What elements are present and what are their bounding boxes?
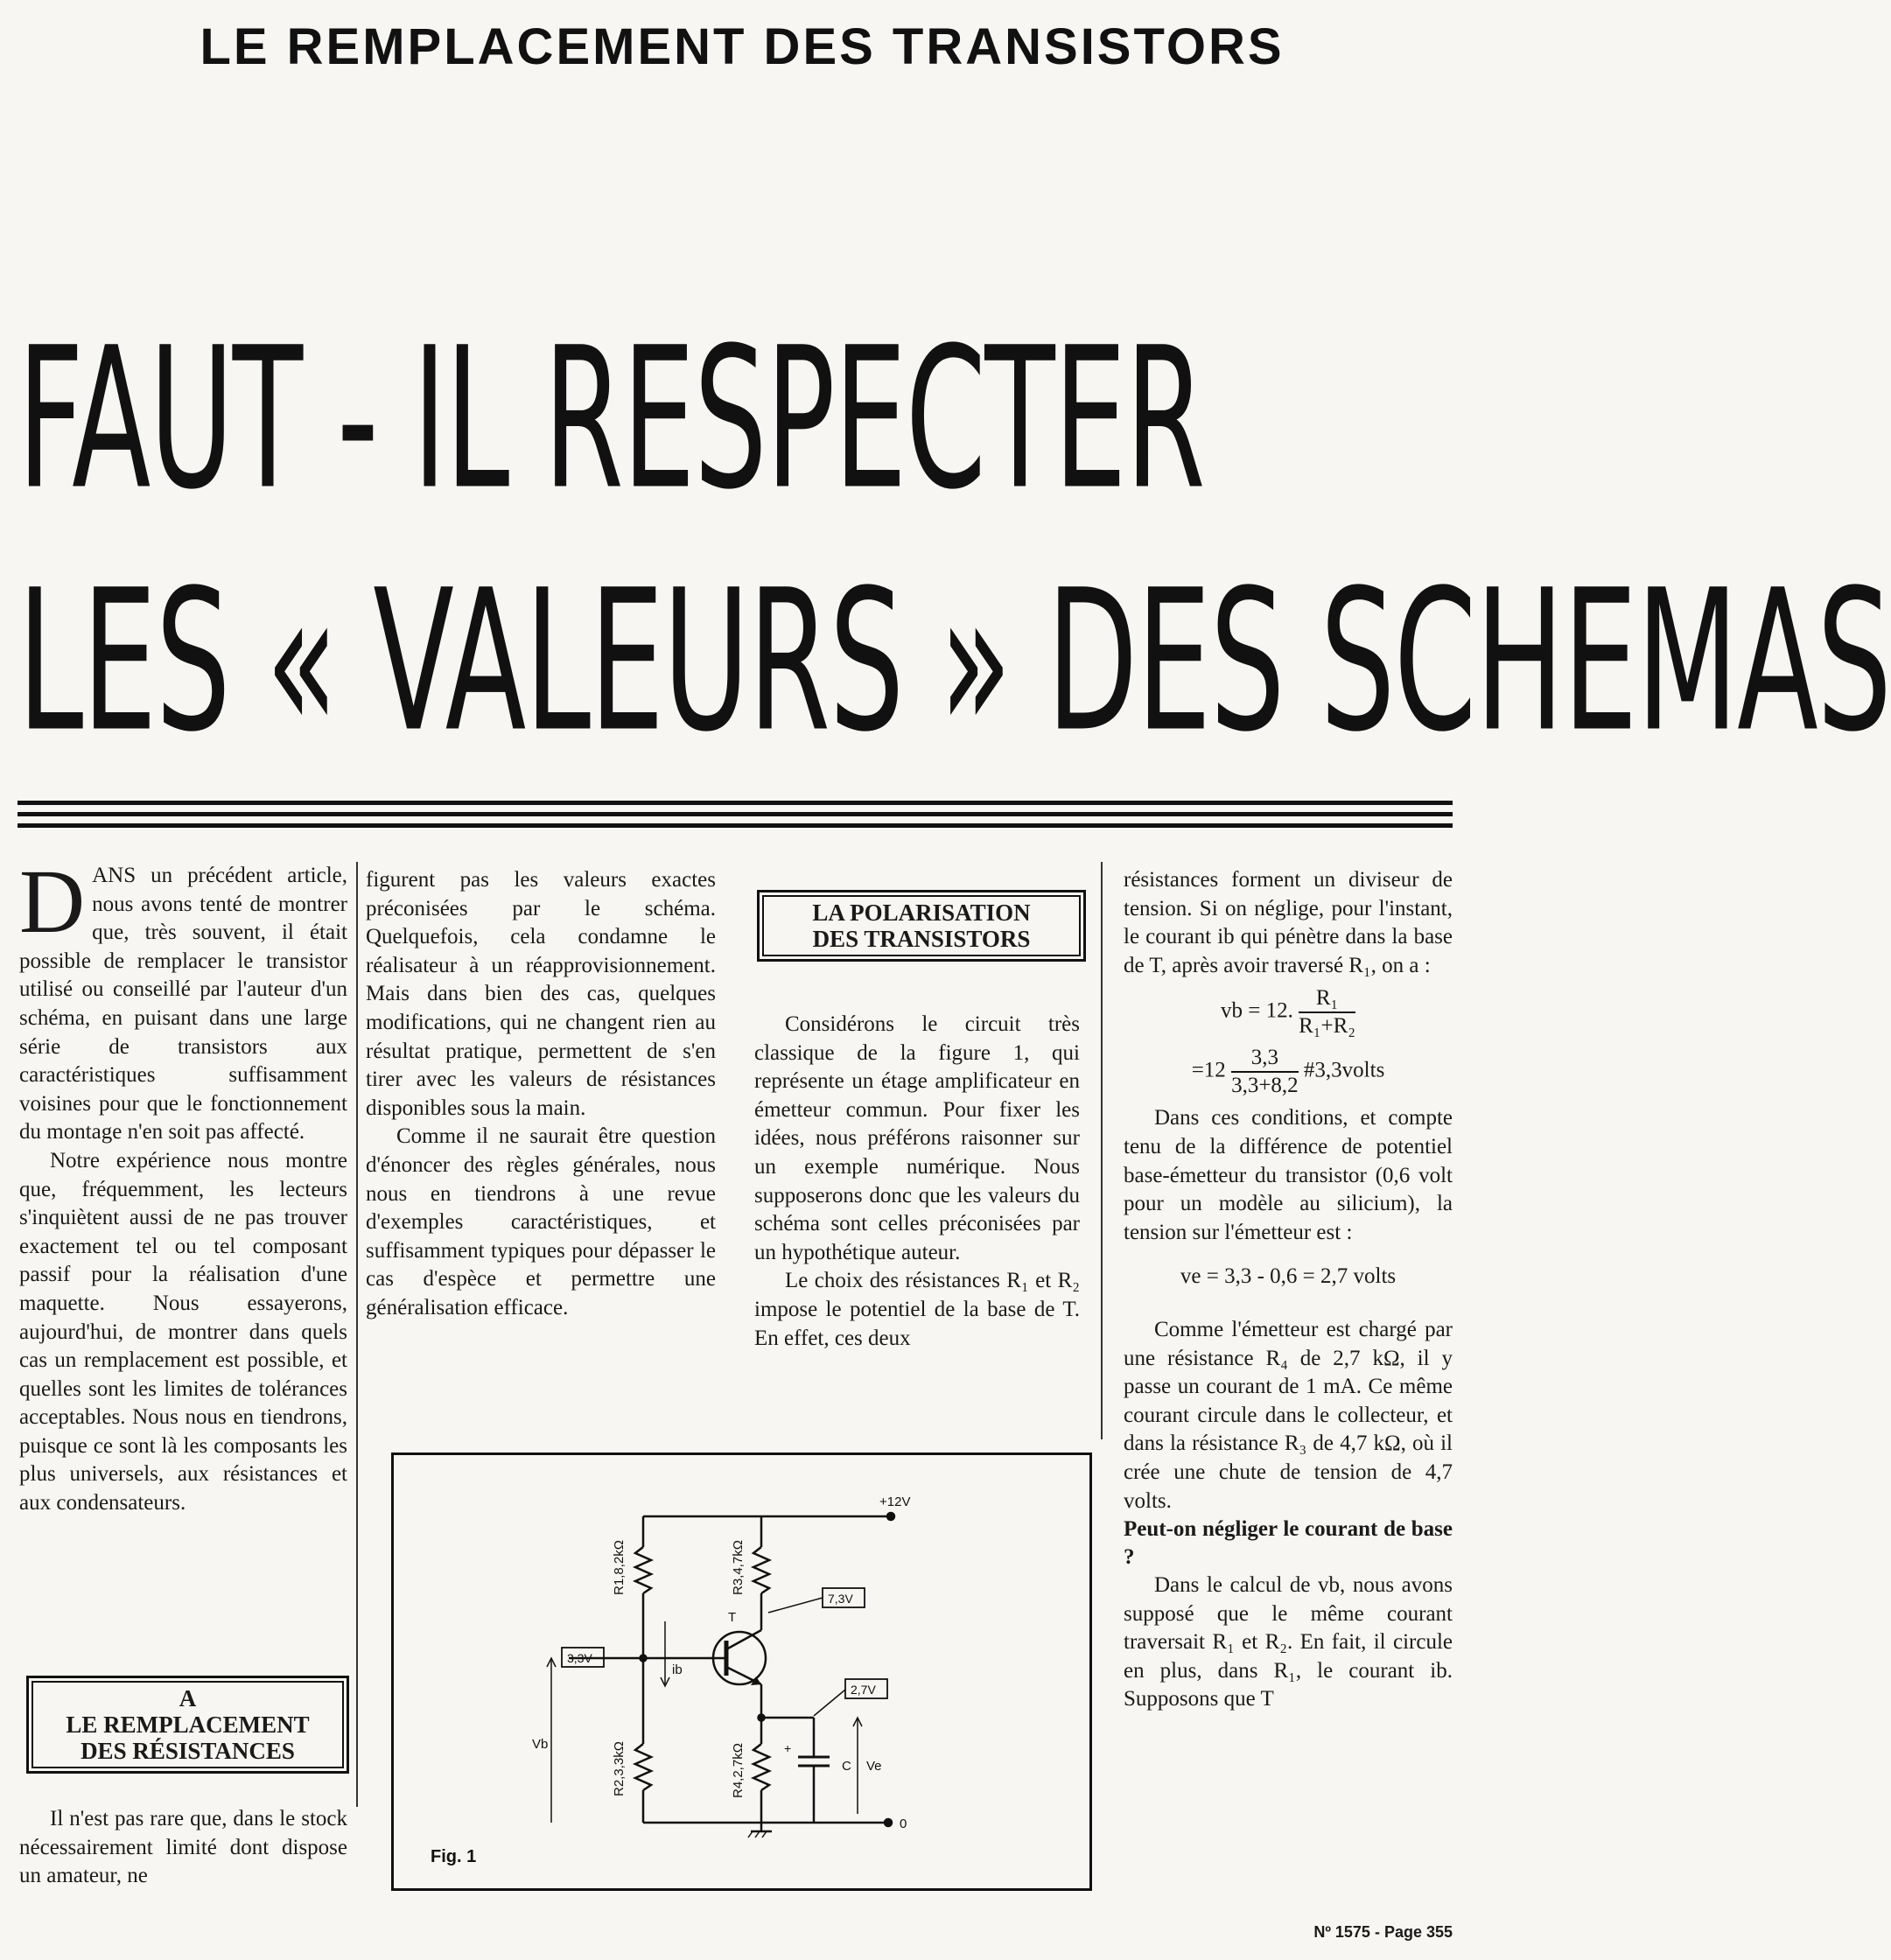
ground-label: 0: [900, 1816, 907, 1831]
vc-value: 7,3V: [828, 1592, 853, 1606]
numerator: R₁: [1299, 985, 1355, 1013]
equation-lhs: =12: [1191, 1059, 1226, 1083]
circuit-figure: [391, 1452, 1092, 1891]
denominator: R₁+R₂: [1299, 1014, 1355, 1039]
section-heading-line2: DES TRANSISTORS: [812, 926, 1031, 952]
paragraph: Le choix des résistances R₁ et R₂ impose le potentiel de la base de T. En effet, ces deux: [754, 1269, 1080, 1350]
supply-terminal: [887, 1513, 894, 1520]
paragraph: Comme l'émetteur est chargé par une résistance R₄ de 2,7 kΩ, il y passe un courant de 1 mA. Ce même courant circule dans le collecteur, et dans la résistance R₃ de 4,7 kΩ, où il crée une chute de tension de 4,7 volts.: [1124, 1317, 1453, 1513]
column-4: [1124, 866, 1453, 1714]
fraction: [1231, 1045, 1299, 1099]
r3-label: R3,4,7kΩ: [731, 1540, 746, 1595]
paragraph: Comme il ne saurait être question d'énoncer des règles générales, nous nous en tiendrons à une revue d'exemples caractéristiques, et suffisamment typiques pour dépasser le cas d'espèce et permettre une généralisation efficace.: [366, 1124, 716, 1320]
vb-label: Vb: [532, 1737, 549, 1752]
section-kicker: LE REMPLACEMENT DES TRANSISTORS: [200, 18, 1285, 75]
svg-text:+: +: [784, 1741, 792, 1755]
capacitor-label: C: [842, 1759, 851, 1774]
vb-value: 3,3V: [567, 1651, 592, 1665]
fraction: [1299, 985, 1355, 1040]
paragraph: Notre expérience nous montre que, fréquemment, les lecteurs s'inquiètent aussi de ne pas trouver exactement tel ou tel composant passif pour la réalisation d'une maquette. Nous essayerons, aujourd'hui, de montrer dans quels cas un remplacement est possible, et quelles sont les limites de tolérances acceptables. Nous nous en tiendrons, puisque ce sont là les composants les plus universels, aux résistances et aux condensateurs.: [19, 1148, 347, 1516]
article-title-line2: LES « VALEURS » DES SCHEMAS: [18, 548, 1891, 774]
subheading: Peut-on négliger le courant de base ?: [1124, 1517, 1453, 1570]
paragraph: Dans ces conditions, et compte tenu de la différence de potentiel base-émetteur du transistor (0,6 volt pour un modèle au silicium), la tension sur l'émetteur est :: [1124, 1106, 1453, 1244]
column-divider: [356, 862, 358, 1807]
ve-value: 2,7V: [851, 1683, 876, 1697]
intro-paragraph: [19, 851, 347, 1147]
ve-label: Ve: [866, 1759, 882, 1774]
title-rules: [18, 801, 1453, 836]
drop-cap: D: [19, 851, 86, 952]
ib-label: ib: [672, 1662, 683, 1677]
section-heading-line1: LA POLARISATION: [812, 900, 1031, 926]
resistor-r4: [753, 1744, 769, 1790]
circuit-diagram: [394, 1455, 1089, 1888]
equation-ve: ve = 3,3 - 0,6 = 2,7 volts: [1180, 1264, 1397, 1289]
column-divider: [1101, 862, 1103, 1439]
equation-result: #3,3volts: [1303, 1059, 1385, 1083]
section-letter: A: [179, 1685, 197, 1712]
r1-label: R1,8,2kΩ: [612, 1540, 627, 1595]
transistor-label: T: [728, 1610, 737, 1625]
column-1-tail: [19, 1805, 347, 1891]
column-3: [754, 1011, 1080, 1353]
numerator: 3,3: [1231, 1045, 1299, 1073]
resistor-r2: [635, 1744, 651, 1790]
column-2: [366, 866, 716, 1323]
equation-vb-numeric: [1124, 1045, 1453, 1099]
r2-label: R2,3,3kΩ: [612, 1741, 627, 1796]
section-heading-polarisation: [757, 890, 1086, 962]
section-heading-line2: DES RÉSISTANCES: [81, 1738, 295, 1764]
figure-caption: Fig. 1: [431, 1847, 477, 1866]
resistor-r1: [635, 1547, 651, 1593]
section-heading-a: [26, 1676, 349, 1774]
page-footer: Nº 1575 - Page 355: [1313, 1923, 1453, 1941]
equation-lhs: vb = 12.: [1221, 999, 1293, 1024]
resistor-r3: [753, 1547, 769, 1593]
equation-vb: [1124, 985, 1453, 1040]
paragraph: résistances forment un diviseur de tension. Si on néglige, pour l'instant, le courant ib qui pénètre dans la base de T, après avoir traversé R₁, on a :: [1124, 868, 1453, 977]
article-title-line1: FAUT - IL RESPECTER: [18, 305, 1205, 532]
r4-label: R4,2,7kΩ: [731, 1743, 746, 1798]
column-1: [19, 851, 347, 1518]
intro-text: ANS un précédent article, nous avons tenté de montrer que, très souvent, il était possible de remplacer le transistor utilisé ou conseillé par l'auteur d'un schéma, en puisant dans une large série de transistors aux caractéristiques suffisamment voisines pour que le fonctionnement du montage n'en soit pas affecté.: [19, 864, 347, 1144]
paragraph: Considérons le circuit très classique de la figure 1, qui représente un étage amplificateur en émetteur commun. Pour fixer les idées, nous préférons raisonner sur un exemple numérique. Nous supposerons donc que les valeurs du schéma sont celles préconisées par un hypothétique auteur.: [754, 1012, 1080, 1264]
supply-label: +12V: [879, 1494, 911, 1509]
paragraph: Dans le calcul de vb, nous avons supposé que le même courant traversait R₁ et R₂. En fait, il circule en plus, dans R₁, le courant ib. Supposons que T: [1124, 1573, 1453, 1712]
denominator: 3,3+8,2: [1231, 1074, 1299, 1098]
paragraph: figurent pas les valeurs exactes préconisées par le schéma. Quelquefois, cela condamne le réalisateur à un réapprovisionnement. Mais dans bien des cas, quelques modifications, qui ne changent rien au résultat pratique, permettent de s'en tirer avec les valeurs de résistances disponibles sous la main.: [366, 868, 716, 1120]
section-heading-line1: LE REMPLACEMENT: [66, 1712, 310, 1738]
paragraph: Il n'est pas rare que, dans le stock nécessairement limité dont dispose un amateur, ne: [19, 1807, 347, 1888]
